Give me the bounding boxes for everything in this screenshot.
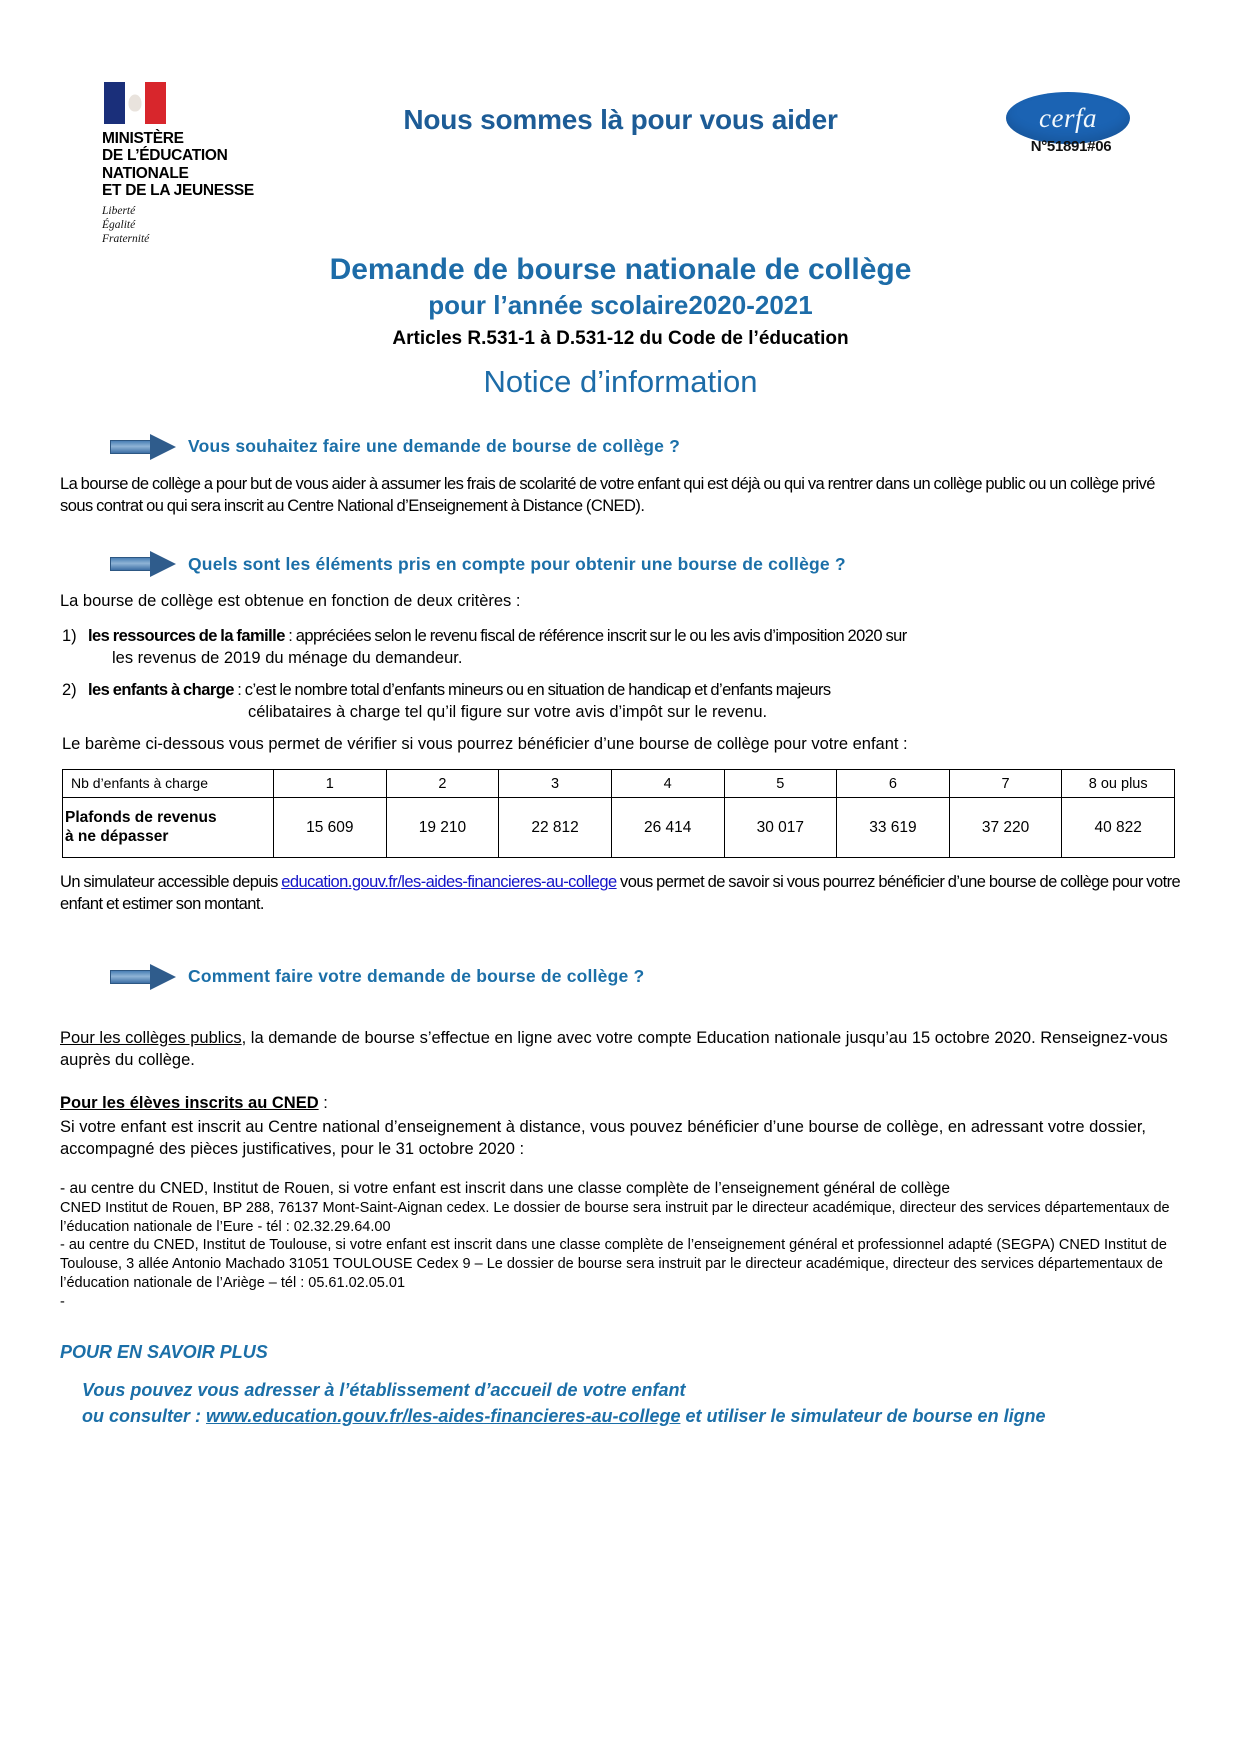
criteria-item-2-line2: célibataires à charge tel qu’il figure sur votre avis d’impôt sur le revenu. — [248, 703, 768, 722]
section-heading-3-label: Comment faire votre demande de bourse de collège ? — [188, 966, 645, 987]
income-scale-table — [62, 769, 1175, 858]
table-cell-value-1: 15 609 — [274, 798, 387, 858]
republic-motto: Liberté Égalité Fraternité — [102, 205, 150, 245]
more-info-line2 — [82, 1403, 1241, 1429]
section-2-intro: La bourse de collège est obtenue en fonction de deux critères : — [60, 592, 521, 611]
cned-toulouse-line: - au centre du CNED, Institut de Toulouse, si votre enfant est inscrit dans une classe complète de l’enseignement général et professionnel adapté (SEGPA) CNED Institut de Toulouse, 3 allée Antonio Machado 31051 TOULOUSE Cedex 9 – Le dossier de bourse sera instruit par le directeur académique, directeur des services départementaux de l’éducation nationale de l’Ariège – tél : 05.61.02.05.01 — [60, 1237, 1167, 1292]
cned-title-underlined: Pour les élèves inscrits au CNED — [60, 1094, 319, 1113]
public-colleges-underlined: Pour les collèges publics — [60, 1028, 242, 1047]
table-header-col-1: 1 — [274, 770, 387, 798]
table-cell-value-2: 19 210 — [386, 798, 499, 858]
more-info-body — [82, 1377, 1241, 1429]
more-info-line2-pre: ou consulter : — [82, 1405, 207, 1426]
title-block — [0, 252, 1241, 400]
criteria-item-1 — [62, 625, 1181, 669]
table-values-label-line2: à ne dépasser — [65, 827, 169, 845]
table-header-col-2: 2 — [386, 770, 499, 798]
cned-rouen-line1: - au centre du CNED, Institut de Rouen, si votre enfant est inscrit dans une classe complète de l’enseignement général de collège — [60, 1179, 951, 1197]
arrow-right-icon — [110, 964, 176, 990]
table-cell-value-6: 33 619 — [837, 798, 950, 858]
cerfa-number: N°51891#06 — [1030, 138, 1112, 154]
section-heading-2 — [110, 551, 1241, 577]
criteria-item-1-bold: les ressources de la famille — [88, 627, 285, 646]
bareme-intro: Le barème ci-dessous vous permet de vérifier si vous pourrez bénéficier d’une bourse de collège pour votre enfant : — [62, 734, 908, 753]
cned-trailing-dash: - — [60, 1293, 65, 1310]
table-cell-value-3: 22 812 — [499, 798, 612, 858]
table-header-col-8: 8 ou plus — [1062, 770, 1175, 798]
cerfa-wordmark: cerfa — [1039, 102, 1097, 133]
table-header-col-3: 3 — [499, 770, 612, 798]
criteria-item-2-number: 2) — [62, 681, 77, 700]
header-slogan: Nous sommes là pour vous aider — [403, 104, 838, 135]
arrow-right-icon — [110, 551, 176, 577]
section-heading-1-label: Vous souhaitez faire une demande de bourse de collège ? — [188, 436, 681, 457]
criteria-item-1-number: 1) — [62, 627, 77, 646]
legal-articles: Articles R.531-1 à D.531-12 du Code de l’éducation — [392, 327, 849, 349]
public-colleges-rest: , la demande de bourse s’effectue en ligne avec votre compte Education nationale jusqu’au 15 octobre 2020. Renseignez-vous auprès du collège. — [60, 1028, 1168, 1069]
table-header-label: Nb d’enfants à charge — [63, 770, 274, 798]
criteria-list — [0, 625, 1241, 723]
table-cell-value-8: 40 822 — [1062, 798, 1175, 858]
section-heading-3 — [110, 964, 1241, 990]
cned-rouen-line2: CNED Institut de Rouen, BP 288, 76137 Mont-Saint-Aignan cedex. Le dossier de bourse sera instruit par le directeur académique, directeur des services départementaux de l’éducation nationale de l’Eure - tél : 02.32.29.64.00 — [60, 1199, 1170, 1235]
notice-title: Notice d’information — [483, 363, 758, 399]
public-colleges-paragraph — [60, 1028, 1181, 1072]
criteria-item-2-bold: les enfants à charge — [88, 681, 234, 700]
table-row-values — [63, 798, 1175, 858]
table-cell-value-4: 26 414 — [611, 798, 724, 858]
table-values-label-line1: Plafonds de revenus — [65, 809, 217, 827]
simulator-text-post: vous permet de savoir si vous pourrez bénéficier d’une bourse de collège pour votre enfant et estimer son montant. — [60, 873, 1181, 914]
section-1-paragraph: La bourse de collège a pour but de vous aider à assumer les frais de scolarité de votre enfant qui est déjà ou qui va rentrer dans un collège public ou un collège privé sous contrat ou qui sera inscrit au Centre National d’Enseignement à Distance (CNED). — [60, 474, 1155, 515]
document-header — [0, 0, 1241, 245]
criteria-item-2 — [62, 679, 1181, 723]
table-header-col-6: 6 — [837, 770, 950, 798]
criteria-item-1-line2: les revenus de 2019 du ménage du demandeur. — [112, 649, 463, 668]
simulator-text-pre: Un simulateur accessible depuis — [60, 873, 282, 892]
more-info-line1: Vous pouvez vous adresser à l’établissement d’accueil de votre enfant — [82, 1379, 686, 1400]
table-cell-value-5: 30 017 — [724, 798, 837, 858]
table-cell-value-7: 37 220 — [949, 798, 1062, 858]
criteria-item-1-text: : appréciées selon le revenu fiscal de référence inscrit sur le ou les avis d’imposition 2020 sur — [284, 627, 907, 646]
table-header-col-5: 5 — [724, 770, 837, 798]
simulator-paragraph — [60, 872, 1181, 916]
education-gouv-link[interactable]: www.education.gouv.fr/les-aides-financieres-au-college — [206, 1405, 681, 1426]
table-row-header — [63, 770, 1175, 798]
page-title: Demande de bourse nationale de collège — [329, 253, 912, 286]
page-subtitle: pour l’année scolaire2020-2021 — [428, 289, 813, 320]
cned-intro-paragraph: Si votre enfant est inscrit au Centre national d’enseignement à distance, vous pouvez bénéficier d’une bourse de collège, en adressant votre dossier, accompagné des pièces justificatives, pour le 31 octobre 2020 : — [60, 1118, 1146, 1158]
cned-centers-list — [60, 1179, 1181, 1312]
cerfa-logo-block — [1006, 92, 1136, 154]
table-header-col-7: 7 — [949, 770, 1062, 798]
simulator-link[interactable]: education.gouv.fr/les-aides-financieres-au-college — [281, 873, 617, 892]
section-heading-2-label: Quels sont les éléments pris en compte pour obtenir une bourse de collège ? — [188, 553, 846, 574]
arrow-right-icon — [110, 434, 176, 460]
criteria-item-2-text: : c’est le nombre total d’enfants mineurs ou en situation de handicap et d’enfants majeurs — [233, 681, 831, 700]
section-heading-1 — [110, 434, 1241, 460]
more-info-title: POUR EN SAVOIR PLUS — [60, 1341, 268, 1362]
more-info-line2-post: et utiliser le simulateur de bourse en ligne — [680, 1405, 1046, 1426]
table-header-col-4: 4 — [611, 770, 724, 798]
cerfa-oval-icon — [1006, 92, 1130, 144]
ministry-name: MINISTÈRE DE L’ÉDUCATION NATIONALE ET DE LA JEUNESSE — [102, 130, 254, 200]
cned-title — [60, 1093, 1181, 1115]
cned-title-rest: : — [318, 1094, 328, 1113]
table-values-label — [63, 798, 274, 858]
